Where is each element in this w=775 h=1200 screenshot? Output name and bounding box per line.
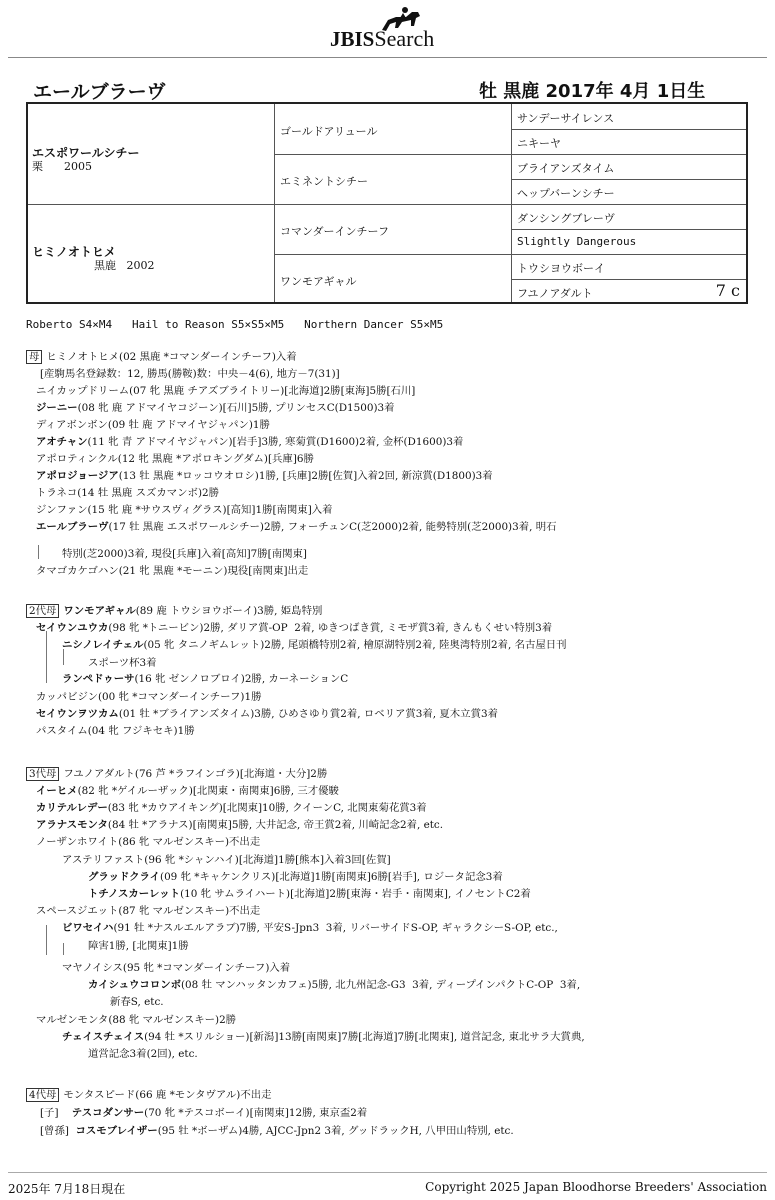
family-line [88,1045,198,1060]
family-line [36,484,219,499]
line-text: アポロティンクル(12 牝 黒鹿 *アポロキングダム)[兵庫]6勝 [36,453,314,465]
horse-link[interactable]: テスコダンサー [71,1107,145,1119]
family-line [88,654,157,669]
line-text: フユノアダルト(76 芦 *ラフインゴラ)[北海道・大分]2勝 [63,768,328,780]
line-text: (17 牡 黒鹿 エスポワールシチー)2勝, フォーチュンC(芝2000)2着, 能勢特別(芝2000)3着, 明石 [108,521,557,533]
line-text: (10 牝 サムライハート)[北海道]2勝[東海・岩手・南関東], イノセントC2着 [180,888,531,900]
family-line [36,1011,236,1026]
gen3-4[interactable]: ヘップバーンシチー [517,187,615,200]
family-line [36,382,415,397]
generation-tag: 2代母 [26,604,59,618]
line-text: 道営記念3着(2回), etc. [88,1048,198,1060]
horse-link[interactable]: トチノスカーレット [88,888,181,900]
line-text: (95 牡 *ボーザム)4勝, AJCC-Jpn2 3着, グッドラックH, 八甲田山特別, etc. [157,1125,514,1137]
line-text: マヤノイシス(95 牝 *コマンダーインチーフ)入着 [62,962,291,974]
family-line [36,562,308,577]
header-divider [8,57,767,58]
family-line [88,976,580,991]
family-number: 7 c [715,281,740,300]
horse-link[interactable]: ニシノレイチェル [62,639,144,651]
line-text: スペースジエット(87 牝 マルゼンスキー)不出走 [36,905,261,917]
family-line [62,545,307,560]
horse-link[interactable]: ジーニー [36,402,78,414]
family-line [40,1104,367,1119]
line-text: (82 牝 *ゲイルーザック)[北関東・南関東]6勝, 三才優駿 [77,785,339,797]
horse-link[interactable]: セイウンヲツカム [36,708,119,720]
line-text: (16 牝 ゼンノロブロイ)2勝, カーネーションC [134,673,349,685]
logo-text: JBISSearch [330,26,435,51]
horse-link[interactable]: カリテルレデー [36,802,108,814]
line-text: (13 牡 黒鹿 *ロッコウオロシ)1勝, [兵庫]2勝[佐賀]入着2回, 新涼賞(D1800)3着 [118,470,493,482]
line-text: (91 牡 *ナスルエルアラブ)7勝, 平安S-Jpn3 3着, リバーサイドS-OP, ギャラクシーS-OP, etc., [113,922,558,934]
line-text: 新春S, etc. [110,996,164,1008]
family-line [110,993,164,1008]
family-line [26,602,322,618]
family-line [88,885,531,900]
generation-tag: 3代母 [26,767,59,781]
footer-copyright: Copyright 2025 Japan Bloodhorse Breeders' Association [425,1180,767,1194]
family-line [36,705,498,720]
gen3-6[interactable]: Slightly Dangerous [517,235,637,248]
gen3-5[interactable]: ダンシングブレーヴ [517,212,615,225]
line-text: ディアボンボン(09 牡 鹿 アドマイヤジャパン)1勝 [36,419,270,431]
gen2-dam-dam[interactable]: ワンモアギャル [280,275,357,288]
family-line [36,399,395,414]
line-text: トラネコ(14 牡 黒鹿 スズカマンボ)2勝 [36,487,220,499]
gen3-3[interactable]: ブライアンズタイム [517,162,615,175]
family-line [36,722,195,737]
line-text: [曾孫] [40,1125,76,1137]
family-line [36,467,493,482]
footer-date: 2025年 7月18日現在 [8,1182,126,1196]
family-line [62,670,348,685]
horse-link[interactable]: チェイスチェイス [62,1031,145,1043]
line-text: (83 牝 *カウアイキング)[北関東]10勝, クイーンC, 北関東菊花賞3着 [107,802,427,814]
family-line [36,501,333,516]
family-line [36,782,339,797]
line-text: カッパビジン(00 牝 *コマンダーインチーフ)1勝 [36,691,262,703]
gen2-sire-sire[interactable]: ゴールドアリュール [280,125,378,138]
line-text: ニイカップドリーム(07 牝 黒鹿 チアズブライトリー)[北海道]2勝[東海]5勝[石川] [36,385,416,397]
family-line [36,433,463,448]
sire-name[interactable]: エスポワールシチー [32,146,140,160]
line-text: (08 牝 鹿 アドマイヤコジーン)[石川]5勝, プリンセスC(D1500)3着 [77,402,395,414]
horse-link[interactable]: イーヒメ [36,785,78,797]
horse-link[interactable]: カイシュウコロンボ [88,979,181,991]
horse-link[interactable]: アポロジョージア [36,470,119,482]
family-line [62,919,558,934]
pedigree-table [26,102,748,304]
footer-divider [8,1172,767,1173]
family-line [40,365,340,380]
line-text: タマゴカケゴハン(21 牝 黒鹿 *モーニン)現役[南関東]出走 [36,565,309,577]
family-line [36,833,260,848]
line-text: (11 牝 青 アドマイヤジャパン)[岩手]3勝, 寒菊賞(D1600)2着, 金杯(D1600)3着 [87,436,464,448]
family-line [36,416,270,431]
family-line [36,450,314,465]
line-text: (89 鹿 トウシヨウボーイ)3勝, 姫島特別 [135,605,323,617]
line-text: ノーザンホワイト(86 牝 マルゼンスキー)不出走 [36,836,261,848]
horse-link[interactable]: グラッドクライ [88,871,161,883]
family-line [62,851,391,866]
line-text: ジンファン(15 牝 鹿 *サウスヴィグラス)[高知]1勝[南関東]入着 [36,504,333,516]
dam-color-year: 黒鹿 2002 [94,259,155,272]
horse-link[interactable]: アラナスモンタ [36,819,108,831]
horse-link[interactable]: エールブラーヴ [36,521,109,533]
sire-color-year: 栗 2005 [32,160,92,173]
family-line [36,688,261,703]
family-line [36,619,552,634]
horse-info: 牡 黒鹿 2017年 4月 1日生 [479,81,706,102]
family-line [26,348,297,364]
line-text: (70 牝 *テスコボーイ)[南関東]12勝, 東京盃2着 [144,1107,368,1119]
family-line [62,959,290,974]
gen3-1[interactable]: サンデーサイレンス [517,112,615,125]
line-text: (98 牝 *トニービン)2勝, ダリア賞-OP 2着, ゆきつばき賞, ミモザ賞3着, きんもくせい特別3着 [108,622,553,634]
line-text: (94 牡 *スリルショー)[新潟]13勝[南関東]7勝[北海道]7勝[北関東], 道営記念, 東北サラ大賞典, [144,1031,585,1043]
gen3-8[interactable]: フユノアダルト [517,287,593,300]
line-text: (84 牡 *アラナス)[南関東]5勝, 大井記念, 帝王賞2着, 川崎記念2着, etc. [107,819,444,831]
line-text: マルゼンモンタ(88 牝 マルゼンスキー)2勝 [36,1014,237,1026]
line-text: ヒミノオトヒメ(02 黒鹿 *コマンダーインチーフ)入着 [46,351,297,363]
family-line [62,636,567,651]
jbis-search-logo[interactable] [300,4,475,54]
dam-name[interactable]: ヒミノオトヒメ [32,245,116,259]
horse-link[interactable]: ワンモアギャル [63,605,136,617]
line-text: (05 牝 タニノギムレット)2勝, 尾頭橋特別2着, 檜原湖特別2着, 陸奥湾特別2着, 名古屋日刊 [143,639,567,651]
line-text: (09 牝 *キャケンクリス)[北海道]1勝[南関東]6勝[岩手], ロジータ記念3着 [160,871,503,883]
generation-tag: 4代母 [26,1088,59,1102]
line-text: アステリファスト(96 牝 *シャンハイ)[北海道]1勝[熊本]入着3回[佐賀] [62,854,391,866]
line-text: (08 牡 マンハッタンカフェ)5勝, 北九州記念-G3 3着, ディープインパクトC-OP 3着, [181,979,581,991]
line-text: スポーツ杯3着 [88,657,157,669]
family-line [36,816,443,831]
family-line [26,1086,272,1102]
horse-link[interactable]: アオチャン [36,436,88,448]
line-text: (01 牡 *ブライアンズタイム)3勝, ひめさゆり賞2着, ロベリア賞3着, 夏木立賞3着 [118,708,498,720]
inbreeding-line: Roberto S4×M4 Hail to Reason S5×S5×M5 Northern Dancer S5×M5 [26,318,444,331]
line-text: 障害1勝, [北関東]1勝 [88,940,189,952]
family-line [36,902,260,917]
family-line [26,765,327,781]
family-line [88,937,189,952]
gen3-2[interactable]: ニキーヤ [517,137,561,150]
line-text: [子] [40,1107,72,1119]
horse-link[interactable]: ランペドゥーサ [62,673,135,685]
gen3-7[interactable]: トウシヨウボーイ [517,262,605,275]
line-text: [産駒馬名登録数：12, 勝馬(勝鞍)数：中央－4(6), 地方－7(31)] [40,368,340,380]
family-line [88,868,503,883]
horse-link[interactable]: ビワセイハ [62,922,114,934]
line-text: モンタスピード(66 鹿 *モンタヴアル)不出走 [63,1089,272,1101]
horse-link[interactable]: セイウンユウカ [36,622,109,634]
family-line [40,1122,514,1137]
family-line [36,799,427,814]
gen2-dam-sire[interactable]: コマンダーインチーフ [280,225,390,238]
horse-link[interactable]: コスモブレイザー [75,1125,158,1137]
line-text: 特別(芝2000)3着, 現役[兵庫]入着[高知]7勝[南関東] [62,548,307,560]
gen2-sire-dam[interactable]: エミネントシチー [280,175,368,188]
family-line [62,1028,585,1043]
horse-name: エールブラーヴ [33,81,166,103]
line-text: パスタイム(04 牝 フジキセキ)1勝 [36,725,195,737]
generation-tag: 母 [26,350,42,364]
family-line [36,518,557,533]
